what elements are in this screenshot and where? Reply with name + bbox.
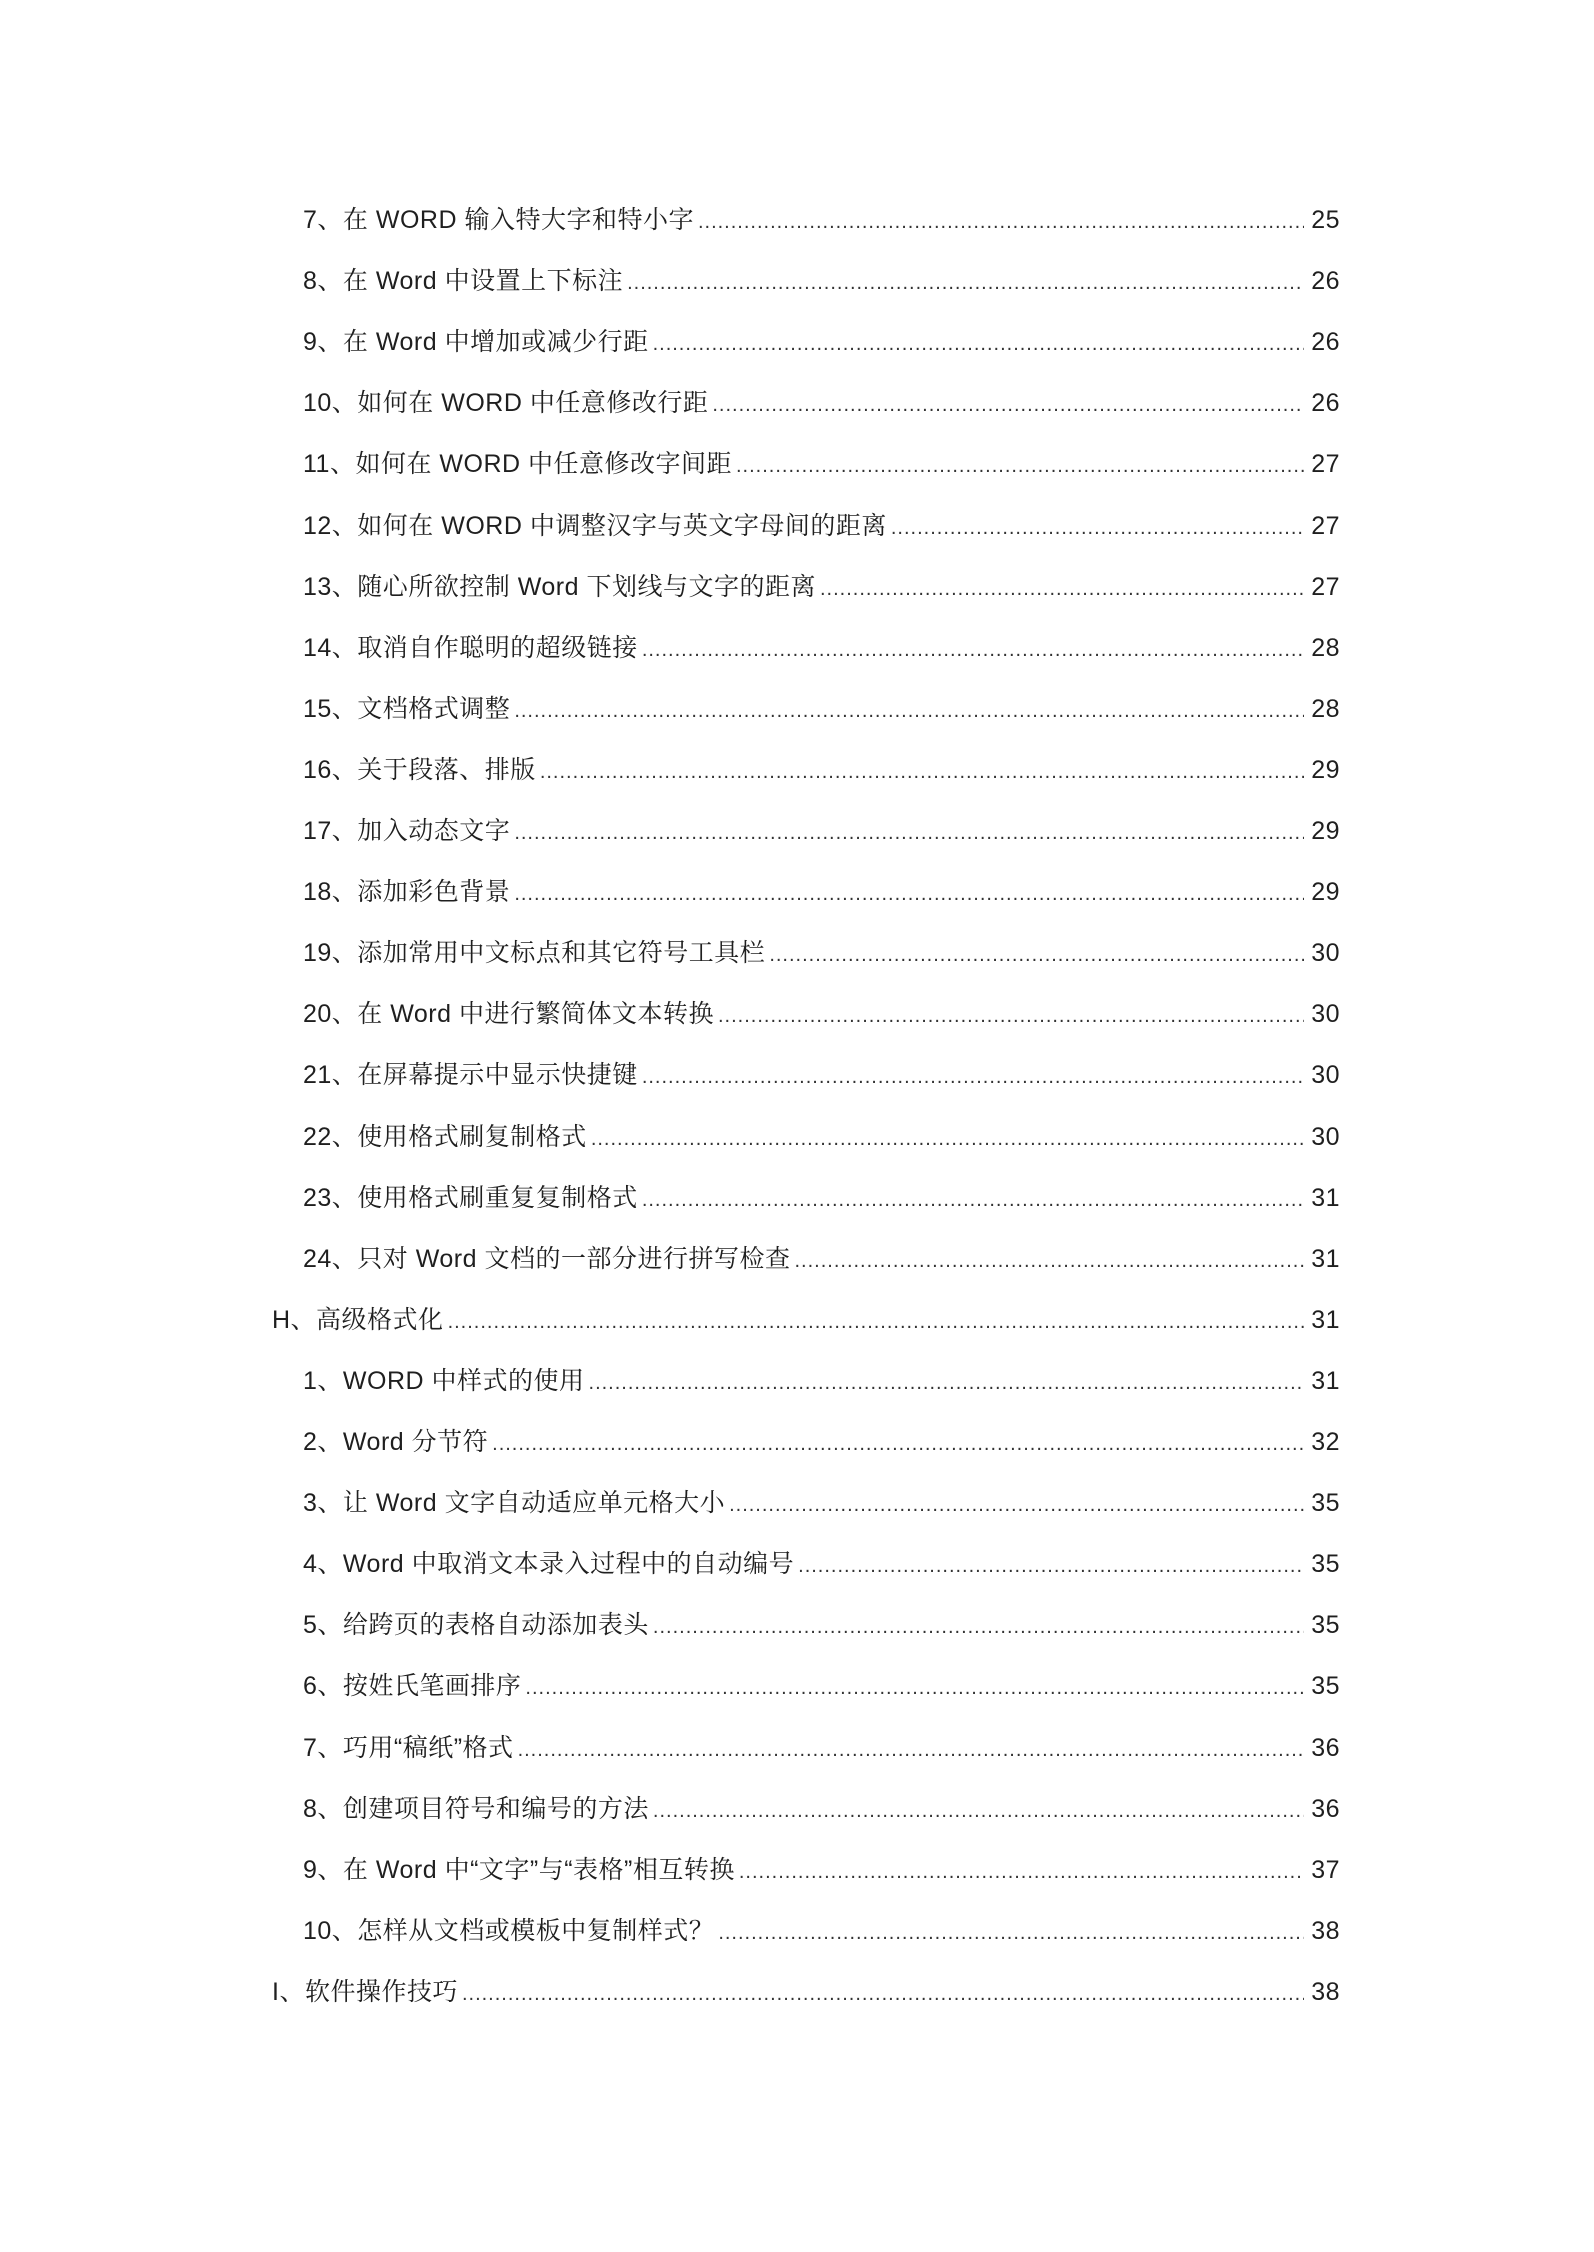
dot-leader bbox=[642, 628, 1304, 672]
toc-entry[interactable] bbox=[303, 1787, 1340, 1831]
toc-entry[interactable] bbox=[303, 931, 1340, 975]
dot-leader bbox=[739, 1850, 1304, 1894]
toc-entry[interactable] bbox=[303, 1053, 1340, 1097]
toc-page-number: 30 bbox=[1311, 939, 1340, 967]
toc-page-number: 38 bbox=[1311, 1917, 1340, 1945]
toc-entry[interactable] bbox=[303, 992, 1340, 1036]
toc-page-number: 30 bbox=[1311, 1000, 1340, 1028]
toc-entry[interactable] bbox=[303, 1237, 1340, 1281]
toc-entry[interactable] bbox=[303, 1481, 1340, 1525]
toc-section-heading[interactable] bbox=[272, 1298, 1340, 1342]
toc-page-number: 29 bbox=[1311, 817, 1340, 845]
toc-page-number: 28 bbox=[1311, 695, 1340, 723]
toc-entry-title: 24、只对 Word 文档的一部分进行拼写检查 bbox=[303, 1245, 791, 1273]
toc-entry[interactable] bbox=[303, 687, 1340, 731]
toc-entry-title: 9、在 Word 中“文字”与“表格”相互转换 bbox=[303, 1856, 735, 1884]
toc-entry-title: 22、使用格式刷复制格式 bbox=[303, 1123, 587, 1151]
toc-page-number: 38 bbox=[1311, 1978, 1340, 2006]
toc-page-number: 36 bbox=[1311, 1795, 1340, 1823]
toc-entry[interactable] bbox=[303, 748, 1340, 792]
toc-entry-title: 7、在 WORD 输入特大字和特小字 bbox=[303, 206, 694, 234]
dot-leader bbox=[729, 1483, 1304, 1527]
toc-entry[interactable] bbox=[303, 870, 1340, 914]
toc-page-number: 35 bbox=[1311, 1550, 1340, 1578]
toc-entry-title: 15、文档格式调整 bbox=[303, 695, 511, 723]
toc-entry-title: 6、按姓氏笔画排序 bbox=[303, 1672, 522, 1700]
toc-entry[interactable] bbox=[303, 1542, 1340, 1586]
toc-entry-title: H、高级格式化 bbox=[272, 1306, 444, 1334]
dot-leader bbox=[540, 750, 1304, 794]
toc-page-number: 25 bbox=[1311, 206, 1340, 234]
toc-entry-title: 7、巧用“稿纸”格式 bbox=[303, 1734, 514, 1762]
toc-entry[interactable] bbox=[303, 1176, 1340, 1220]
toc-page-number: 27 bbox=[1311, 512, 1340, 540]
toc-entry-title: 21、在屏幕提示中显示快捷键 bbox=[303, 1061, 638, 1089]
toc-entry-title: 10、怎样从文档或模板中复制样式？ bbox=[303, 1917, 715, 1945]
toc-entry[interactable] bbox=[303, 1726, 1340, 1770]
toc-entry-title: 8、在 Word 中设置上下标注 bbox=[303, 267, 624, 295]
toc-entry-title: 19、添加常用中文标点和其它符号工具栏 bbox=[303, 939, 766, 967]
dot-leader bbox=[448, 1300, 1304, 1344]
toc-entry-title: 17、加入动态文字 bbox=[303, 817, 511, 845]
dot-leader bbox=[514, 811, 1304, 855]
dot-leader bbox=[462, 1972, 1304, 2016]
dot-leader bbox=[589, 1361, 1304, 1405]
dot-leader bbox=[718, 994, 1304, 1038]
dot-leader bbox=[653, 1789, 1304, 1833]
toc-entry[interactable] bbox=[303, 809, 1340, 853]
toc-entry-title: 20、在 Word 中进行繁简体文本转换 bbox=[303, 1000, 714, 1028]
toc-entry[interactable] bbox=[303, 565, 1340, 609]
toc-entry[interactable] bbox=[303, 259, 1340, 303]
toc-entry[interactable] bbox=[303, 504, 1340, 548]
toc-page-number: 26 bbox=[1311, 328, 1340, 356]
toc-entry-title: 11、如何在 WORD 中任意修改字间距 bbox=[303, 450, 732, 478]
dot-leader bbox=[718, 1911, 1304, 1955]
toc-entry-title: 3、让 Word 文字自动适应单元格大小 bbox=[303, 1489, 726, 1517]
toc-page-number: 31 bbox=[1311, 1184, 1340, 1212]
dot-leader bbox=[820, 567, 1304, 611]
toc-page-number: 31 bbox=[1311, 1306, 1340, 1334]
toc-entry-title: 14、取消自作聪明的超级链接 bbox=[303, 634, 638, 662]
toc-entry-title: 10、如何在 WORD 中任意修改行距 bbox=[303, 389, 709, 417]
dot-leader bbox=[591, 1117, 1304, 1161]
toc-page-number: 30 bbox=[1311, 1123, 1340, 1151]
toc-page-number: 35 bbox=[1311, 1611, 1340, 1639]
toc-entry-title: 16、关于段落、排版 bbox=[303, 756, 536, 784]
toc-entry[interactable] bbox=[303, 198, 1340, 242]
toc-entry-title: I、软件操作技巧 bbox=[272, 1978, 458, 2006]
toc-entry[interactable] bbox=[303, 626, 1340, 670]
toc-page-number: 37 bbox=[1311, 1856, 1340, 1884]
toc-page-number: 35 bbox=[1311, 1672, 1340, 1700]
toc-page-number: 27 bbox=[1311, 573, 1340, 601]
dot-leader bbox=[514, 689, 1304, 733]
toc-entry[interactable] bbox=[303, 1603, 1340, 1647]
toc-page-number: 32 bbox=[1311, 1428, 1340, 1456]
dot-leader bbox=[653, 1605, 1304, 1649]
dot-leader bbox=[736, 444, 1304, 488]
toc-page-number: 31 bbox=[1311, 1367, 1340, 1395]
dot-leader bbox=[492, 1422, 1304, 1466]
toc-entry[interactable] bbox=[303, 1909, 1340, 1953]
toc-page-number: 26 bbox=[1311, 389, 1340, 417]
dot-leader bbox=[518, 1728, 1304, 1772]
toc-entry-title: 2、Word 分节符 bbox=[303, 1428, 489, 1456]
toc-entry-title: 18、添加彩色背景 bbox=[303, 878, 511, 906]
toc-entry-title: 13、随心所欲控制 Word 下划线与文字的距离 bbox=[303, 573, 816, 601]
dot-leader bbox=[642, 1055, 1304, 1099]
toc-page-number: 29 bbox=[1311, 878, 1340, 906]
dot-leader bbox=[627, 261, 1304, 305]
dot-leader bbox=[525, 1666, 1304, 1710]
toc-page-number: 28 bbox=[1311, 634, 1340, 662]
dot-leader bbox=[653, 322, 1304, 366]
toc-entry-title: 5、给跨页的表格自动添加表头 bbox=[303, 1611, 649, 1639]
toc-page-number: 36 bbox=[1311, 1734, 1340, 1762]
dot-leader bbox=[794, 1239, 1304, 1283]
toc-entry-title: 23、使用格式刷重复复制格式 bbox=[303, 1184, 638, 1212]
toc-page-number: 26 bbox=[1311, 267, 1340, 295]
toc-entry[interactable] bbox=[303, 320, 1340, 364]
toc-page-number: 31 bbox=[1311, 1245, 1340, 1273]
dot-leader bbox=[642, 1178, 1304, 1222]
toc-entry[interactable] bbox=[303, 1359, 1340, 1403]
toc-entry-title: 4、Word 中取消文本录入过程中的自动编号 bbox=[303, 1550, 795, 1578]
dot-leader bbox=[769, 933, 1304, 977]
toc-entry-title: 12、如何在 WORD 中调整汉字与英文字母间的距离 bbox=[303, 512, 887, 540]
toc-page-number: 30 bbox=[1311, 1061, 1340, 1089]
toc-page-number: 29 bbox=[1311, 756, 1340, 784]
dot-leader bbox=[712, 383, 1304, 427]
toc-entry[interactable] bbox=[303, 381, 1340, 425]
toc-section-heading[interactable] bbox=[272, 1970, 1340, 2014]
toc-entry[interactable] bbox=[303, 1664, 1340, 1708]
toc-entry-title: 9、在 Word 中增加或减少行距 bbox=[303, 328, 649, 356]
dot-leader bbox=[698, 200, 1304, 244]
dot-leader bbox=[891, 506, 1304, 550]
dot-leader bbox=[798, 1544, 1304, 1588]
toc-entry-title: 8、创建项目符号和编号的方法 bbox=[303, 1795, 649, 1823]
toc-entry[interactable] bbox=[303, 442, 1340, 486]
dot-leader bbox=[514, 872, 1304, 916]
toc-page-number: 35 bbox=[1311, 1489, 1340, 1517]
toc-entry[interactable] bbox=[303, 1115, 1340, 1159]
toc-page-number: 27 bbox=[1311, 450, 1340, 478]
toc-entry[interactable] bbox=[303, 1420, 1340, 1464]
toc-entry-title: 1、WORD 中样式的使用 bbox=[303, 1367, 585, 1395]
toc-entry[interactable] bbox=[303, 1848, 1340, 1892]
